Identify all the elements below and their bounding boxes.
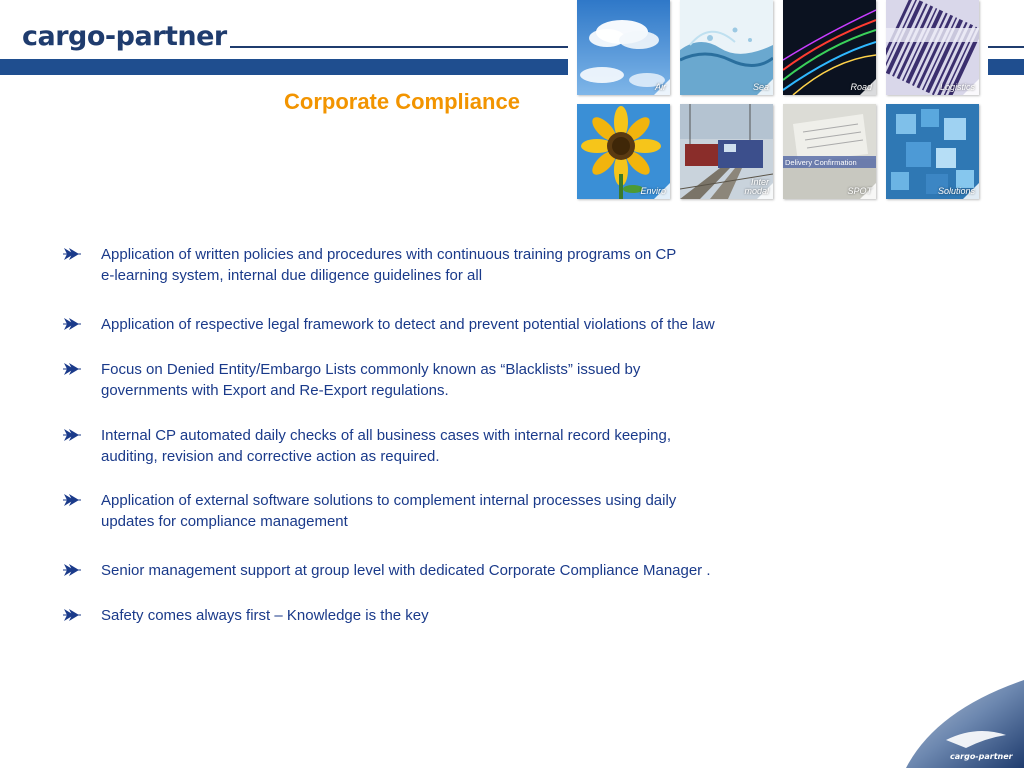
header-rule [230, 46, 568, 48]
header-band-right [988, 59, 1024, 75]
bullet-text: Safety comes always first – Knowledge is the key [101, 607, 429, 624]
tile-road [783, 0, 876, 95]
arrow-bullet-icon [63, 316, 83, 332]
header-rule-right [988, 46, 1024, 48]
tile-label: Road [850, 82, 872, 92]
bullet-text: Application of external software solutions to complement internal processes using daily updates for compliance management [101, 492, 677, 530]
tile-solutions [886, 104, 979, 199]
arrow-bullet-icon [63, 427, 83, 443]
slide-title: Corporate Compliance [284, 89, 520, 114]
tile-label: Sea [752, 82, 769, 92]
tile-label: Enviro [640, 186, 666, 196]
arrow-bullet-icon [63, 492, 83, 508]
bullet-text: Application of written policies and procedures with continuous training programs on CP e-learning system, internal due diligence guidelines for all [101, 246, 677, 284]
bullet-text: Focus on Denied Entity/Embargo Lists commonly known as “Blacklists” issued by governments with Export and Re-Export regulations. [101, 361, 641, 399]
bullet-text: Internal CP automated daily checks of all business cases with internal record keeping, auditing, revision and corrective action as required. [101, 427, 672, 465]
tile-label: Solutions [937, 186, 975, 196]
tile-air [577, 0, 670, 95]
tile-logistics [886, 0, 979, 95]
tile-label: Air [655, 82, 666, 92]
bullet-text: Senior management support at group level with dedicated Corporate Compliance Manager . [101, 562, 711, 579]
tile-sea [680, 0, 773, 95]
tile-spot [783, 104, 876, 199]
tile-intermodal [680, 104, 773, 199]
arrow-bullet-icon [63, 361, 83, 377]
tile-label: Inter modal [744, 177, 769, 196]
arrow-bullet-icon [63, 562, 83, 578]
tile-label: SPOT [847, 186, 872, 196]
arrow-bullet-icon [63, 607, 83, 623]
header-band-left [0, 59, 568, 75]
tile-enviro [577, 104, 670, 199]
arrow-bullet-icon [63, 246, 83, 262]
tile-spot-overlay-text: Delivery Confirmation [785, 158, 857, 167]
tile-label: Logistics [939, 82, 975, 92]
company-logo: cargo-partner [22, 21, 227, 52]
footer-logo-text: cargo-partner [950, 752, 1013, 761]
bullet-text: Application of respective legal framework to detect and prevent potential violations of the law [101, 316, 715, 333]
